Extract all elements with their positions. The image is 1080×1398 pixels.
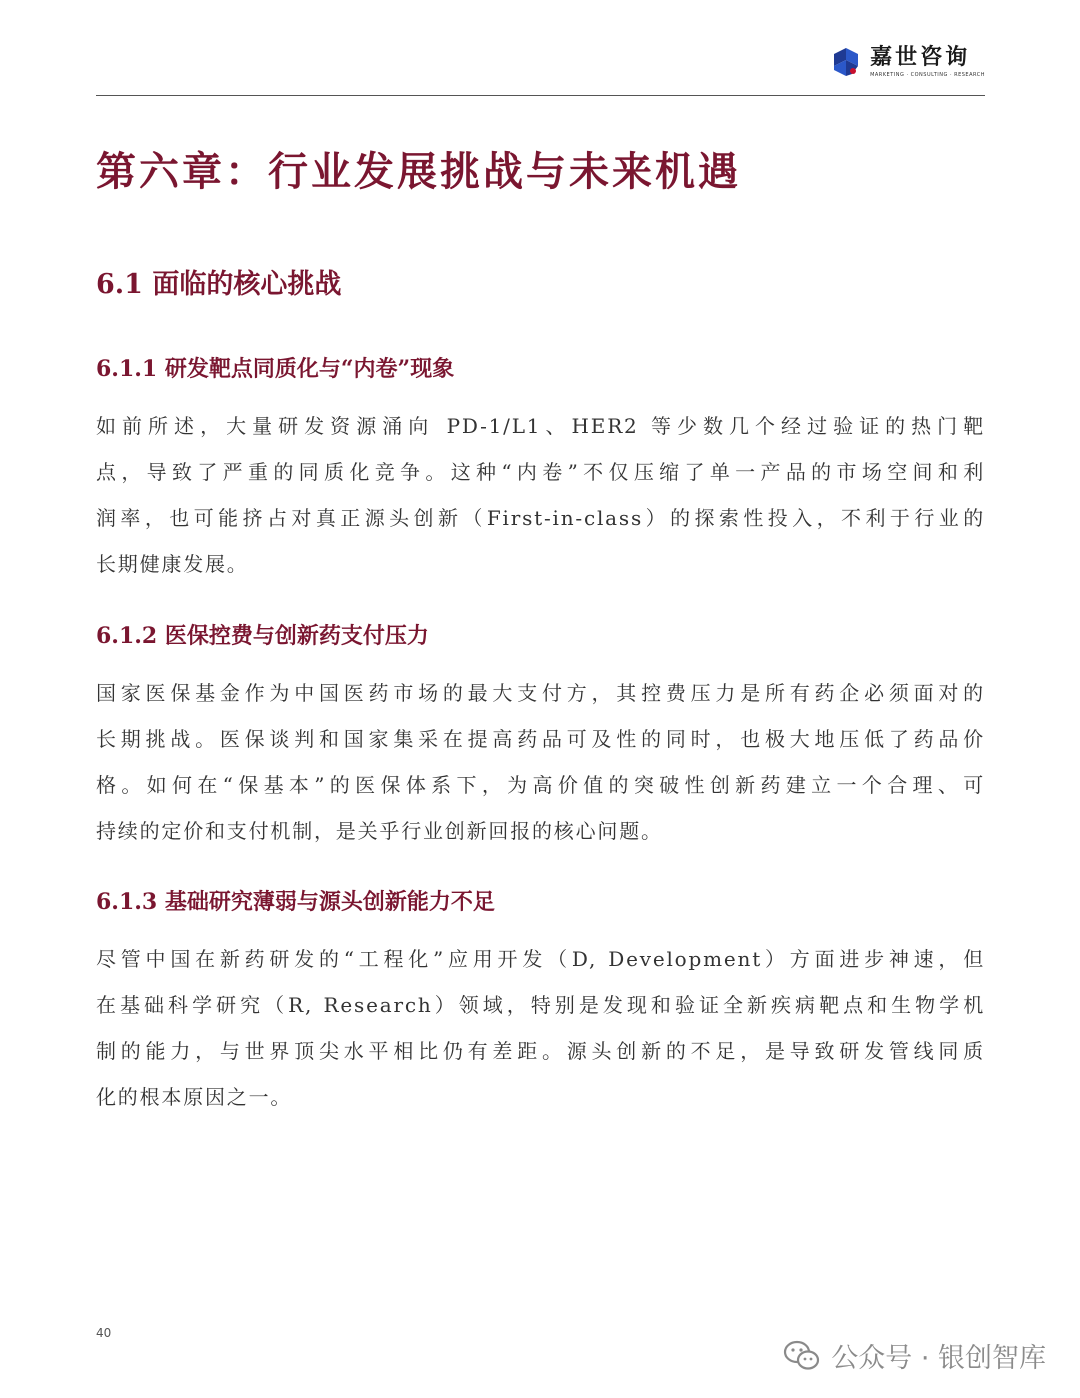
header-divider [96,95,985,96]
subsection-title-6-1-1: 6.1.1 研发靶点同质化与“内卷”现象 [96,356,455,382]
body-line: 持续的定价和支付机制，是关乎行业创新回报的核心问题。 [96,819,663,843]
body-line: 在基础科学研究（R, Research）领域，特别是发现和验证全新疾病靶点和生物学机 [96,993,985,1017]
body-line: 点，导致了严重的同质化竞争。这种“内卷”不仅压缩了单一产品的市场空间和利 [96,460,985,484]
body-line: 润率，也可能挤占对真正源头创新（First-in-class）的探索性投入，不利于行业的 [96,506,985,530]
subsection-body-6-1-1 [96,403,985,587]
chapter-title: 第六章：行业发展挑战与未来机遇 [96,148,741,195]
body-line: 格。如何在“保基本”的医保体系下，为高价值的突破性创新药建立一个合理、可 [96,773,985,797]
brand-logo [830,46,985,78]
subsection-title-6-1-3: 6.1.3 基础研究薄弱与源头创新能力不足 [96,889,495,915]
page-header [96,40,985,96]
section-title: 6.1 面临的核心挑战 [96,269,342,300]
watermark-text: 公众号 · 银创智库 [831,1343,1046,1374]
subsection-title-6-1-2: 6.1.2 医保控费与创新药支付压力 [96,623,429,649]
body-line: 长期健康发展。 [96,552,249,576]
body-line: 制的能力，与世界顶尖水平相比仍有差距。源头创新的不足，是导致研发管线同质 [96,1039,985,1063]
brand-logo-icon [830,46,862,78]
body-line: 如前所述，大量研发资源涌向 PD-1/L1、HER2 等少数几个经过验证的热门靶 [96,414,985,438]
wechat-icon [783,1339,821,1373]
watermark [783,1336,1046,1375]
subsection-body-6-1-3 [96,936,985,1120]
body-line: 化的根本原因之一。 [96,1085,293,1109]
body-line: 国家医保基金作为中国医药市场的最大支付方，其控费压力是所有药企必须面对的 [96,681,985,705]
brand-name: 嘉世咨询 [870,45,971,70]
page-number: 40 [96,1326,112,1340]
body-line: 尽管中国在新药研发的“工程化”应用开发（D, Development）方面进步神速，但 [96,947,985,971]
subsection-body-6-1-2 [96,670,985,854]
brand-tagline: MARKETING · CONSULTING · RESEARCH [870,72,985,78]
body-line: 长期挑战。医保谈判和国家集采在提高药品可及性的同时，也极大地压低了药品价 [96,727,985,751]
